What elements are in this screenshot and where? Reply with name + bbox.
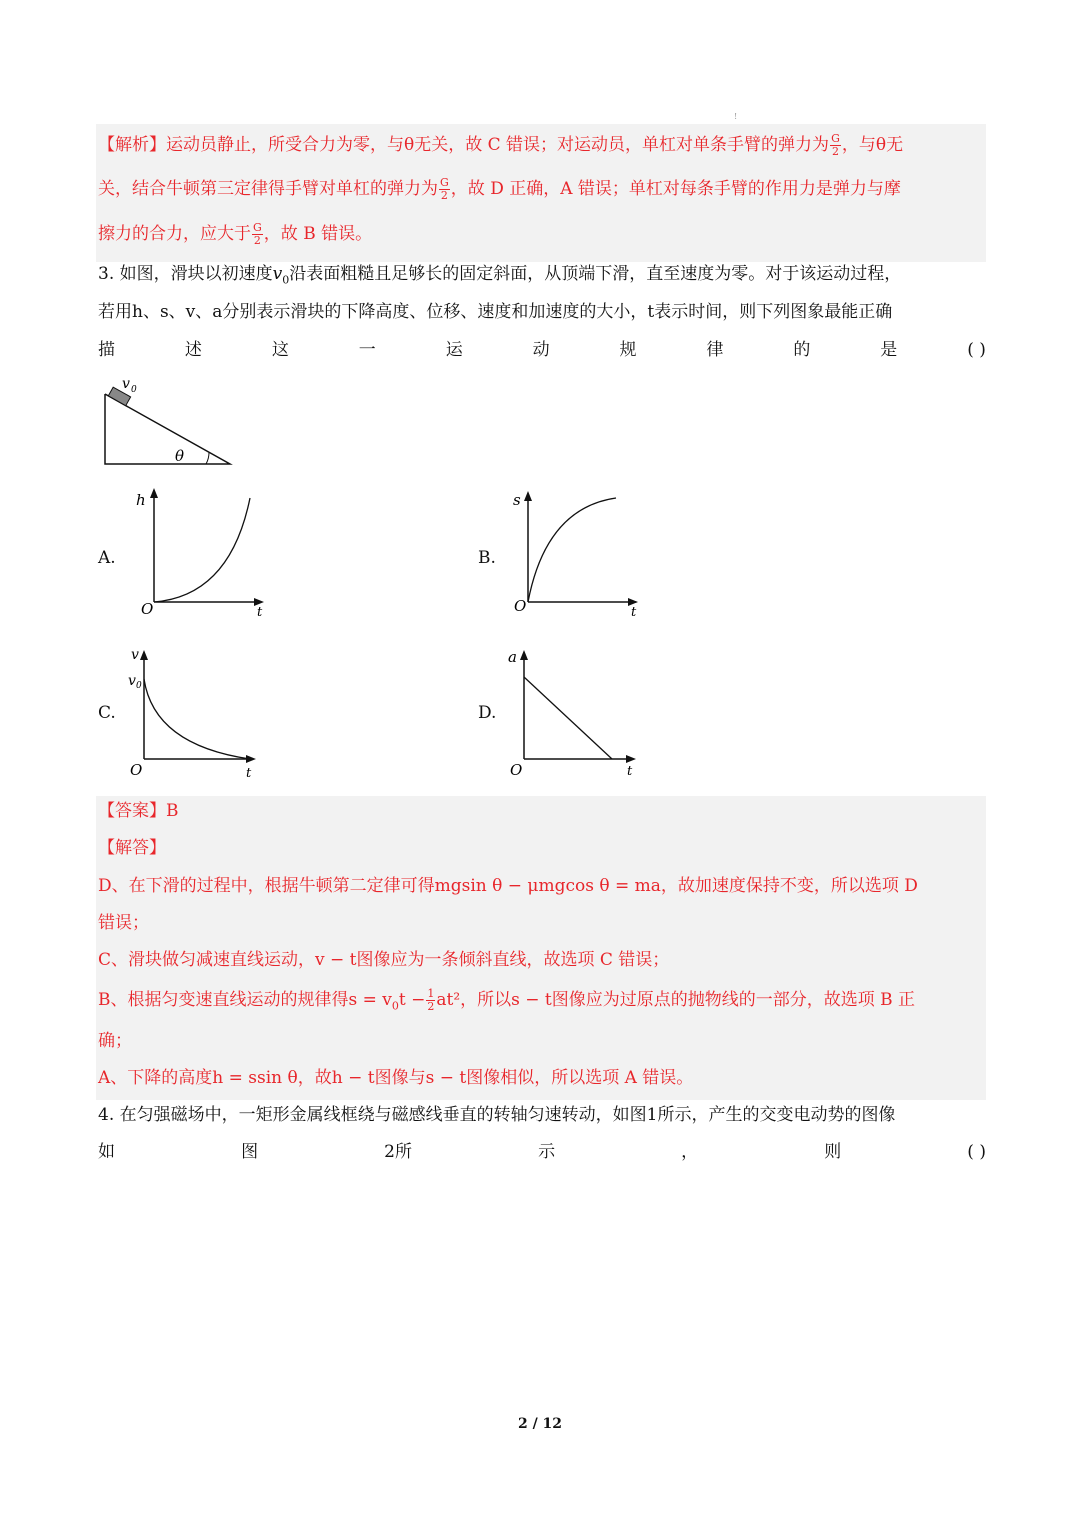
- svg-text:O: O: [141, 600, 154, 618]
- fraction: $\frac{G}{2}$: [831, 132, 840, 158]
- svg-text:t: t: [631, 605, 637, 620]
- svg-text:0: 0: [131, 385, 137, 395]
- svg-text:O: O: [514, 597, 527, 615]
- svg-text:t: t: [257, 605, 263, 620]
- solution-d-2: 错误；: [98, 913, 149, 933]
- fraction: $\frac{G}{2}$: [440, 176, 449, 202]
- svg-text:v: v: [131, 647, 139, 663]
- q4-line-1: 4. 在匀强磁场中，一矩形金属线框绕与磁感线垂直的转轴匀速转动，如图1所示，产生的交变电动势的图像: [98, 1105, 896, 1125]
- solution-a: A、下降的高度h = ssin θ，故h − t图像与s − t图像相似，所以选项 A 错误。: [98, 1068, 694, 1088]
- incline-figure: [96, 372, 246, 472]
- q3-line-3: 描 述 这 一 运 动 规 律 的 是 ( ): [98, 340, 986, 360]
- option-c-label: C.: [98, 703, 116, 723]
- solution-b-2: 确；: [98, 1031, 132, 1051]
- option-a-label: A.: [98, 548, 116, 568]
- graph-a: [130, 486, 270, 621]
- answer-tag: 【答案】B: [98, 801, 179, 821]
- page-number: 2 / 12: [517, 1416, 563, 1432]
- svg-text:h: h: [136, 491, 146, 509]
- svg-text:O: O: [130, 761, 143, 779]
- q3-line-2: 若用h、s、v、a分别表示滑块的下降高度、位移、速度和加速度的大小，t表示时间，则下列图象最能正确: [98, 302, 893, 322]
- graph-b: [508, 488, 648, 623]
- solution-tag: 【解答】: [98, 838, 166, 858]
- svg-text:O: O: [510, 761, 523, 779]
- q4-line-2: 如 图 2所 示 ， 则 ( ): [98, 1142, 986, 1162]
- graph-d: [504, 645, 644, 780]
- analysis-line-1: 【解析】运动员静止，所受合力为零，与θ无关，故 C 错误；对运动员，单杠对单条手臂的弹力为 $\frac{G}{2}$ ，与θ无: [98, 132, 904, 158]
- solution-c: C、滑块做匀减速直线运动，v − t图像应为一条倾斜直线，故选项 C 错误；: [98, 950, 670, 970]
- analysis-line-3: 擦力的合力，应大于 $\frac{G}{2}$ ，故 B 错误。: [98, 221, 373, 247]
- svg-text:v: v: [128, 673, 136, 689]
- analysis-line-2: 关，结合牛顿第三定律得手臂对单杠的弹力为 $\frac{G}{2}$ ，故 D 正确，A 错误；单杠对每条手臂的作用力是弹力与摩: [98, 176, 901, 202]
- q3-line-1: 3. 如图，滑块以初速度$v_0$沿表面粗糙且足够长的固定斜面，从顶端下滑，直至速度为零。对于该运动过程，: [98, 264, 902, 287]
- svg-text:a: a: [508, 648, 517, 666]
- fraction: $\frac{G}{2}$: [253, 221, 262, 247]
- svg-text:θ: θ: [175, 447, 185, 465]
- option-d-label: D.: [478, 703, 497, 723]
- header-mark: !: [734, 112, 738, 121]
- solution-d-1: D、在下滑的过程中，根据牛顿第二定律可得mgsin θ − μmgcos θ = ma，故加速度保持不变，所以选项 D: [98, 876, 918, 896]
- svg-text:v: v: [122, 376, 130, 392]
- fraction: $\frac{1}{2}$: [427, 987, 435, 1013]
- svg-text:s: s: [513, 491, 521, 509]
- solution-b-1: B、根据匀变速直线运动的规律得$s = v_0t$ − $\frac{1}{2}$ at²，所以s − t图像应为过原点的抛物线的一部分，故选项 B 正: [98, 987, 916, 1013]
- svg-text:t: t: [246, 766, 252, 780]
- graph-c: [124, 645, 264, 780]
- svg-text:t: t: [627, 764, 633, 779]
- option-b-label: B.: [478, 548, 496, 568]
- analysis-tag: 【解析】: [98, 135, 166, 155]
- svg-text:0: 0: [136, 681, 142, 691]
